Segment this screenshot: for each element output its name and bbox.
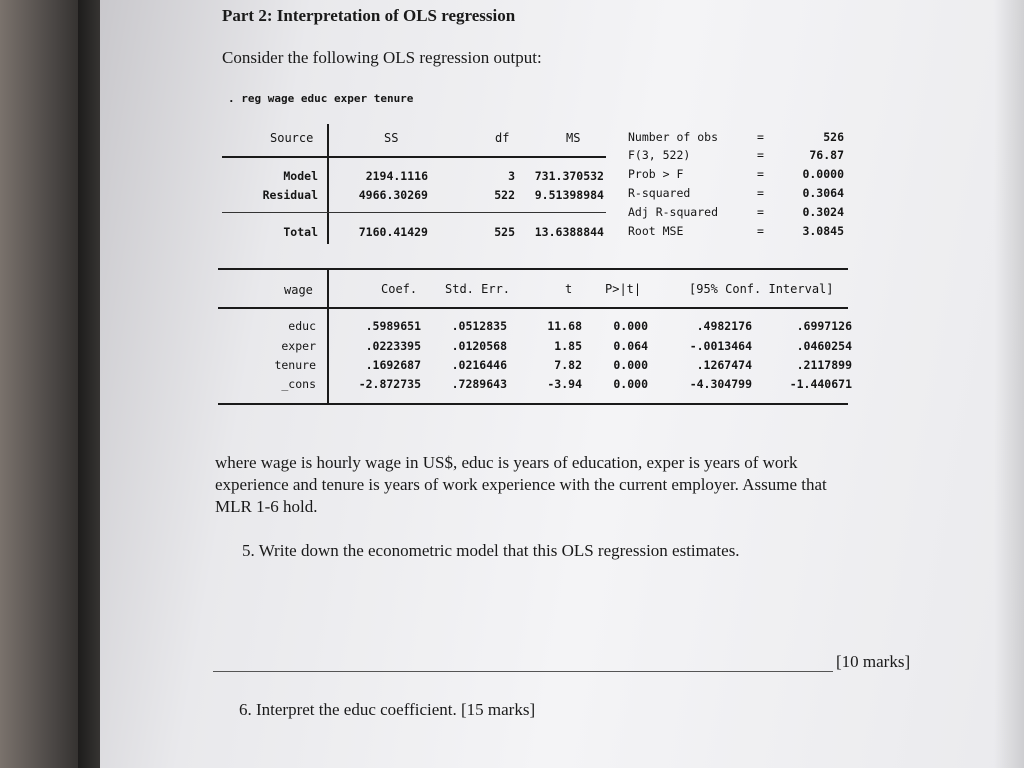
anova-header-source: Source — [270, 131, 314, 145]
anova-row-total-source: Total — [283, 225, 318, 239]
anova-row-model-source: Model — [283, 169, 318, 183]
coef-row-educ-var: educ — [288, 319, 316, 333]
coef-row-cons-lo: -4.304799 — [689, 377, 752, 391]
coef-row-tenure-hi: .2117899 — [796, 358, 852, 372]
desk-background — [0, 0, 90, 768]
coef-row-exper-se: .0120568 — [451, 339, 507, 353]
stat-label-nobs: Number of obs — [628, 130, 719, 144]
stat-value-f: 76.87 — [809, 148, 844, 162]
anova-header-ss: SS — [384, 131, 399, 145]
description-line-1: where wage is hourly wage in US$, educ is years of education, exper is years of work — [215, 453, 798, 472]
description-line-2: experience and tenure is years of work experience with the current employer. Assume that — [215, 475, 827, 494]
stat-label-adjr2: Adj R-squared — [628, 205, 719, 219]
anova-row-total-ms: 13.6388844 — [534, 225, 604, 239]
coef-row-educ-coef: .5989651 — [365, 319, 421, 333]
coef-header-p: P>|t| — [605, 282, 642, 296]
coef-row-educ-hi: .6997126 — [796, 319, 852, 333]
stat-eq: = — [757, 224, 764, 238]
coef-row-educ-p: 0.000 — [613, 319, 648, 333]
stat-eq: = — [757, 148, 764, 162]
stat-label-rmse: Root MSE — [628, 224, 684, 238]
coef-row-exper-var: exper — [281, 339, 316, 353]
coef-row-educ-lo: .4982176 — [696, 319, 752, 333]
stat-eq: = — [757, 167, 764, 181]
stat-value-rmse: 3.0845 — [802, 224, 844, 238]
coef-header-var: wage — [284, 283, 313, 297]
question-5-marks: [10 marks] — [836, 652, 911, 671]
intro-text: Consider the following OLS regression output: — [222, 48, 542, 67]
stata-command: . reg wage educ exper tenure — [228, 92, 414, 105]
coef-row-exper-t: 1.85 — [554, 339, 582, 353]
stat-label-probf: Prob > F — [628, 167, 684, 181]
stat-eq: = — [757, 186, 764, 200]
coef-row-tenure-t: 7.82 — [554, 358, 582, 372]
anova-row-model-ss: 2194.1116 — [365, 169, 428, 183]
coef-row-tenure-se: .0216446 — [451, 358, 507, 372]
stat-eq: = — [757, 205, 764, 219]
coef-row-tenure-lo: .1267474 — [696, 358, 752, 372]
coef-row-exper-lo: -.0013464 — [689, 339, 752, 353]
question-6: 6. Interpret the educ coefficient. [15 marks] — [239, 700, 536, 719]
coef-row-cons-var: _cons — [281, 377, 316, 391]
anova-header-df: df — [495, 131, 510, 145]
anova-header-ms: MS — [566, 131, 581, 145]
coef-row-tenure-var: tenure — [274, 358, 316, 372]
anova-row-residual-ms: 9.51398984 — [534, 188, 604, 202]
question-5: 5. Write down the econometric model that this OLS regression estimates. — [242, 541, 740, 560]
coef-row-exper-hi: .0460254 — [796, 339, 852, 353]
anova-row-residual-df: 522 — [494, 188, 515, 202]
stat-eq: = — [757, 130, 764, 144]
anova-row-total-df: 525 — [494, 225, 515, 239]
description-line-3: MLR 1-6 hold. — [215, 497, 318, 516]
stat-value-adjr2: 0.3024 — [802, 205, 844, 219]
coef-row-cons-p: 0.000 — [613, 377, 648, 391]
stat-label-f: F(3, 522) — [628, 148, 691, 162]
anova-row-residual-source: Residual — [262, 188, 318, 202]
stat-value-r2: 0.3064 — [802, 186, 844, 200]
coef-row-educ-se: .0512835 — [451, 319, 507, 333]
answer-line — [213, 671, 833, 672]
anova-row-total-ss: 7160.41429 — [358, 225, 428, 239]
coef-row-tenure-coef: .1692687 — [365, 358, 421, 372]
coef-header-ci: [95% Conf. Interval] — [689, 282, 834, 296]
coef-row-educ-t: 11.68 — [547, 319, 582, 333]
stat-value-nobs: 526 — [823, 130, 844, 144]
anova-row-model-df: 3 — [508, 169, 515, 183]
coef-row-tenure-p: 0.000 — [613, 358, 648, 372]
coef-row-cons-t: -3.94 — [547, 377, 582, 391]
anova-row-model-ms: 731.370532 — [534, 169, 604, 183]
coef-row-cons-coef: -2.872735 — [358, 377, 421, 391]
coef-header-se: Std. Err. — [445, 282, 511, 296]
coef-header-t: t — [565, 282, 573, 296]
coef-row-cons-se: .7289643 — [451, 377, 507, 391]
anova-row-residual-ss: 4966.30269 — [358, 188, 428, 202]
coef-row-exper-p: 0.064 — [613, 339, 648, 353]
stat-label-r2: R-squared — [628, 186, 691, 200]
coef-row-exper-coef: .0223395 — [365, 339, 421, 353]
coef-header-coef: Coef. — [381, 282, 418, 296]
coef-row-cons-hi: -1.440671 — [789, 377, 852, 391]
part-title: Part 2: Interpretation of OLS regression — [222, 6, 516, 25]
stat-value-probf: 0.0000 — [802, 167, 844, 181]
